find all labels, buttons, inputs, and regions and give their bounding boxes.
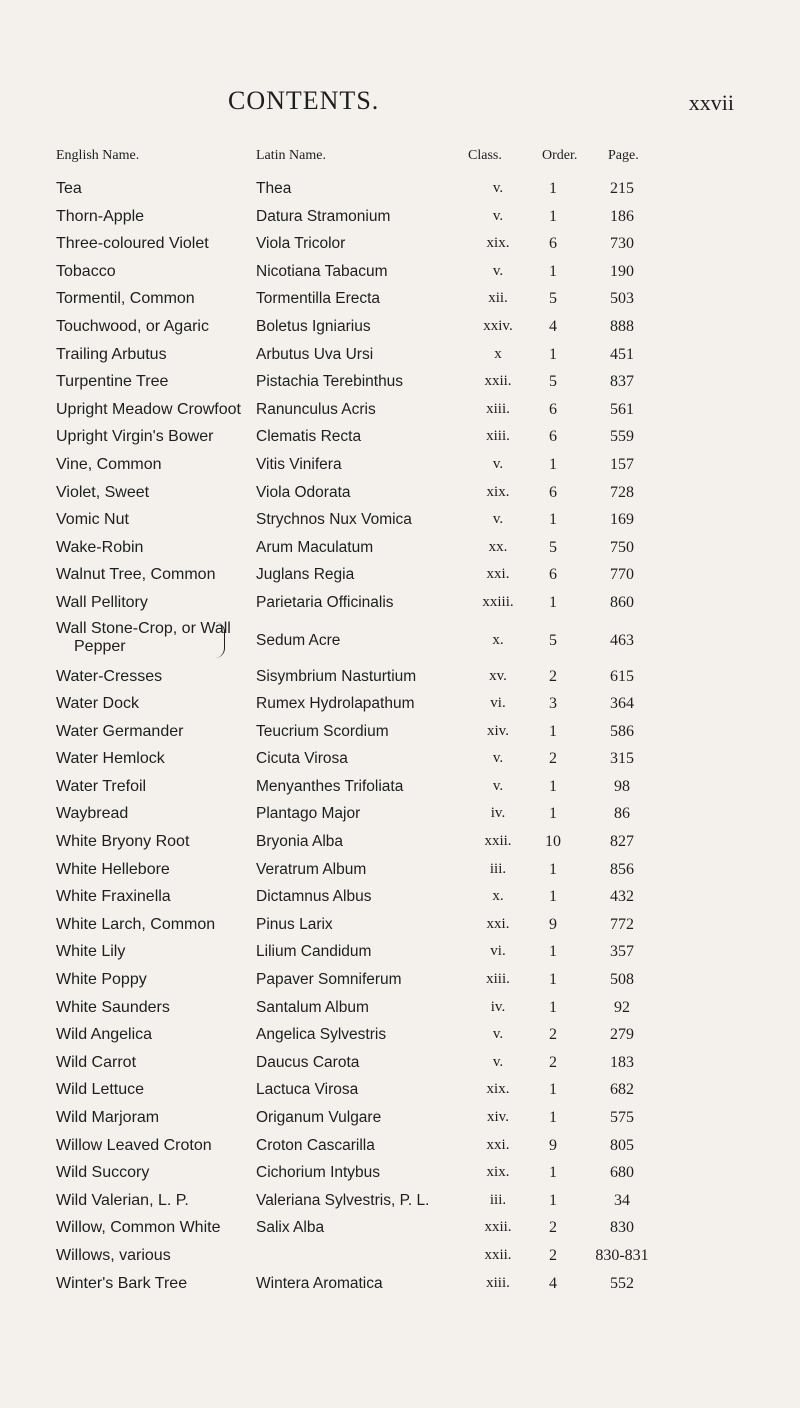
- page-value: 888: [610, 317, 634, 335]
- table-row: [0, 829, 800, 857]
- english-name: Tobacco: [56, 262, 116, 280]
- english-name: Water Trefoil: [56, 777, 147, 795]
- table-row: [0, 939, 800, 967]
- english-name-line-2: Pepper: [74, 637, 126, 655]
- class-value: xix.: [486, 235, 510, 252]
- order-value: 1: [549, 860, 557, 878]
- class-value: iv.: [490, 998, 506, 1015]
- class-value: v.: [492, 511, 504, 528]
- order-value: 6: [549, 483, 557, 501]
- order-value: 5: [549, 538, 557, 556]
- class-value: xiii.: [486, 400, 510, 417]
- english-name: Water Dock: [56, 695, 139, 713]
- table-header: [0, 148, 800, 170]
- table-row: [0, 664, 800, 692]
- table-row: [0, 1077, 800, 1105]
- order-value: 10: [545, 833, 561, 851]
- order-value: 2: [549, 1246, 557, 1264]
- table-row: [0, 452, 800, 480]
- page-value: 830-831: [595, 1246, 649, 1264]
- english-name: Trailing Arbutus: [56, 345, 167, 363]
- page-value: 86: [614, 805, 630, 823]
- english-name: White Larch, Common: [56, 915, 216, 933]
- table-row: [0, 1160, 800, 1188]
- page-value: 680: [610, 1164, 634, 1182]
- page-value: 169: [610, 511, 634, 529]
- order-value: 4: [549, 1274, 557, 1292]
- contents-table: [0, 176, 800, 1298]
- order-value: 1: [549, 1164, 557, 1182]
- page-value: 770: [610, 566, 634, 584]
- order-value: 2: [549, 667, 557, 685]
- latin-name: Veratrum Album: [256, 860, 367, 878]
- latin-name: Viola Odorata: [256, 483, 351, 501]
- order-value: 5: [549, 373, 557, 391]
- page-value: 830: [610, 1219, 634, 1237]
- latin-name: Valeriana Sylvestris, P. L.: [256, 1191, 430, 1209]
- table-row: [0, 1188, 800, 1216]
- table-row: [0, 1215, 800, 1243]
- order-value: 1: [549, 511, 557, 529]
- class-value: xix.: [486, 1164, 510, 1181]
- class-value: xiv.: [487, 1109, 509, 1125]
- english-name: Winter's Bark Tree: [56, 1274, 188, 1292]
- page-value: 279: [610, 1026, 634, 1044]
- page-value: 364: [610, 695, 634, 713]
- table-row: [0, 746, 800, 774]
- column-header-class: Class.: [468, 148, 502, 163]
- class-value: xxi.: [486, 915, 510, 932]
- rows-group-a: [0, 176, 800, 618]
- class-value: iii.: [489, 1191, 507, 1208]
- class-value: v.: [492, 180, 504, 196]
- english-name: White Saunders: [56, 998, 170, 1016]
- rows-group-b: [0, 664, 800, 1299]
- brace-mark: [214, 622, 225, 658]
- latin-name: Arum Maculatum: [256, 538, 374, 556]
- english-name: Vine, Common: [56, 455, 162, 473]
- latin-name: Juglans Regia: [256, 566, 355, 584]
- class-value: iv.: [490, 805, 506, 822]
- page-value: 451: [610, 345, 634, 363]
- latin-name: Lilium Candidum: [256, 943, 372, 961]
- class-value: xx.: [488, 538, 508, 555]
- english-name: White Hellebore: [56, 860, 170, 878]
- class-value: xxii.: [484, 373, 512, 390]
- english-name: Wild Valerian, L. P.: [56, 1191, 189, 1209]
- english-name: Water Germander: [56, 722, 184, 740]
- order-value: 1: [549, 998, 557, 1016]
- class-value: xii.: [488, 290, 508, 307]
- english-name: Wall Pellitory: [56, 593, 148, 611]
- class-value: xxi.: [486, 566, 510, 583]
- order-value: 1: [549, 1109, 557, 1126]
- latin-name: Viola Tricolor: [256, 235, 346, 253]
- order-value: 1: [549, 971, 557, 989]
- latin-name: Lactuca Virosa: [256, 1081, 359, 1099]
- table-row: [0, 618, 800, 664]
- page-number: xxvii: [688, 90, 734, 115]
- page-value: 730: [610, 235, 634, 253]
- page-value: 463: [610, 631, 634, 649]
- class-value: xxiii.: [482, 593, 514, 610]
- english-name: Willow, Common White: [56, 1219, 221, 1237]
- class-value: xxiv.: [483, 317, 513, 334]
- table-row: [0, 719, 800, 747]
- english-name: Violet, Sweet: [56, 483, 150, 501]
- column-header-page: Page.: [608, 148, 639, 163]
- order-value: 1: [549, 262, 557, 280]
- order-value: 1: [549, 207, 557, 225]
- table-row: [0, 801, 800, 829]
- latin-name: Dictamnus Albus: [256, 888, 372, 906]
- order-value: 1: [549, 777, 557, 795]
- english-name: Upright Virgin's Bower: [56, 428, 214, 446]
- class-value: x.: [492, 631, 504, 648]
- latin-name: Strychnos Nux Vomica: [256, 511, 412, 529]
- page-value: 186: [610, 207, 634, 225]
- table-row: [0, 857, 800, 885]
- table-row: [0, 1105, 800, 1133]
- page-value: 34: [614, 1191, 630, 1209]
- class-value: x: [494, 345, 502, 362]
- latin-name: Nicotiana Tabacum: [256, 262, 388, 280]
- latin-name: Thea: [256, 180, 292, 197]
- table-row: [0, 562, 800, 590]
- table-row: [0, 967, 800, 995]
- page-value: 837: [610, 373, 634, 391]
- latin-name: Pinus Larix: [256, 915, 333, 933]
- table-row: [0, 1133, 800, 1161]
- page-value: 860: [610, 593, 634, 611]
- class-value: xix.: [486, 1081, 510, 1098]
- page-value: 805: [610, 1136, 634, 1154]
- english-name: White Bryony Root: [56, 833, 190, 851]
- english-name: Willow Leaved Croton: [56, 1136, 212, 1154]
- english-name: Upright Meadow Crowfoot: [56, 400, 241, 418]
- latin-name: Tormentilla Erecta: [256, 290, 381, 308]
- page-value: 827: [610, 833, 634, 851]
- order-value: 2: [549, 1053, 557, 1071]
- english-name: Water Hemlock: [56, 750, 165, 768]
- class-value: xix.: [486, 483, 510, 500]
- class-value: v.: [492, 207, 504, 224]
- order-value: 1: [549, 888, 557, 906]
- english-name: White Lily: [56, 943, 126, 961]
- english-name: Tormentil, Common: [56, 290, 195, 308]
- english-name: Wild Succory: [56, 1164, 150, 1182]
- table-row: [0, 1271, 800, 1299]
- order-value: 9: [549, 915, 557, 933]
- column-header-order: Order.: [542, 148, 578, 163]
- page-value: 190: [610, 262, 634, 280]
- class-value: x.: [492, 888, 504, 905]
- table-row: [0, 884, 800, 912]
- class-value: v.: [492, 455, 504, 472]
- latin-name: Bryonia Alba: [256, 833, 344, 851]
- latin-name: Cichorium Intybus: [256, 1164, 381, 1182]
- english-name-line-1: Wall Stone-Crop, or Wall: [56, 619, 231, 637]
- english-name: [56, 620, 231, 656]
- table-row: [0, 1022, 800, 1050]
- order-value: 1: [549, 1081, 557, 1099]
- page-value: 357: [610, 943, 634, 961]
- class-value: xiii.: [486, 1274, 510, 1291]
- english-name: Touchwood, or Agaric: [56, 317, 209, 335]
- order-value: 1: [549, 180, 557, 197]
- table-row: [0, 507, 800, 535]
- order-value: 2: [549, 1219, 557, 1237]
- order-value: 4: [549, 317, 557, 335]
- table-row: [0, 369, 800, 397]
- latin-name: Papaver Somniferum: [256, 971, 402, 989]
- order-value: 6: [549, 428, 557, 446]
- table-row: [0, 1050, 800, 1078]
- page-value: 772: [610, 915, 634, 933]
- english-name: White Poppy: [56, 971, 147, 989]
- class-value: xxii.: [484, 1219, 512, 1236]
- english-name: Wild Marjoram: [56, 1109, 160, 1126]
- class-value: v.: [492, 1053, 504, 1070]
- page-value: 503: [610, 290, 634, 308]
- page-value: 508: [610, 971, 634, 989]
- table-row: [0, 424, 800, 452]
- page-value: 682: [610, 1081, 634, 1099]
- table-row: [0, 691, 800, 719]
- class-value: vi.: [490, 695, 506, 712]
- page-value: 856: [610, 860, 634, 878]
- page-value: 157: [610, 455, 634, 473]
- class-value: xv.: [489, 667, 507, 684]
- class-value: xxi.: [486, 1136, 510, 1153]
- order-value: 1: [549, 1191, 557, 1209]
- class-value: xxii.: [484, 833, 512, 850]
- order-value: 6: [549, 235, 557, 253]
- english-name: Turpentine Tree: [56, 373, 169, 391]
- english-name: Vomic Nut: [56, 511, 129, 529]
- order-value: 2: [549, 750, 557, 768]
- order-value: 9: [549, 1136, 557, 1154]
- table-row: [0, 1243, 800, 1271]
- english-name: Wild Angelica: [56, 1026, 153, 1044]
- class-value: xiv.: [487, 722, 509, 739]
- latin-name: Origanum Vulgare: [256, 1109, 382, 1126]
- table-row: [0, 995, 800, 1023]
- class-value: xiii.: [486, 971, 510, 988]
- page-value: 552: [610, 1274, 634, 1292]
- page-value: 183: [610, 1053, 634, 1071]
- english-name: Willows, various: [56, 1246, 171, 1264]
- page-value: 215: [610, 180, 634, 197]
- english-name: Water-Cresses: [56, 667, 163, 685]
- english-name: White Fraxinella: [56, 888, 171, 906]
- order-value: 6: [549, 400, 557, 418]
- latin-name: Vitis Vinifera: [256, 455, 342, 473]
- order-value: 1: [549, 345, 557, 363]
- latin-name: Daucus Carota: [256, 1053, 360, 1071]
- table-row: [0, 480, 800, 508]
- english-name: Wild Lettuce: [56, 1081, 145, 1099]
- page-value: 575: [610, 1109, 634, 1126]
- latin-name: Croton Cascarilla: [256, 1136, 375, 1154]
- page-value: 750: [610, 538, 634, 556]
- latin-name: Salix Alba: [256, 1219, 325, 1237]
- table-row: [0, 259, 800, 287]
- order-value: 2: [549, 1026, 557, 1044]
- order-value: 5: [549, 290, 557, 308]
- latin-name: Pistachia Terebinthus: [256, 373, 404, 391]
- table-row: [0, 231, 800, 259]
- latin-name: Arbutus Uva Ursi: [256, 345, 374, 363]
- latin-name: Santalum Album: [256, 998, 369, 1016]
- page-value: 559: [610, 428, 634, 446]
- page-value: 586: [610, 722, 634, 740]
- class-value: iii.: [489, 860, 507, 877]
- order-value: 1: [549, 943, 557, 961]
- latin-name: Clematis Recta: [256, 428, 362, 446]
- order-value: 3: [549, 695, 557, 713]
- order-value: 1: [549, 805, 557, 823]
- page-value: 92: [614, 998, 630, 1016]
- class-value: vi.: [490, 943, 506, 960]
- class-value: v.: [492, 750, 504, 767]
- table-row: [0, 590, 800, 618]
- order-value: 1: [549, 455, 557, 473]
- table-row: [0, 176, 800, 204]
- class-value: xiii.: [486, 428, 510, 445]
- latin-name: Sisymbrium Nasturtium: [256, 667, 417, 685]
- table-row: [0, 535, 800, 563]
- latin-name: Teucrium Scordium: [256, 722, 389, 740]
- page-value: 615: [610, 667, 634, 685]
- english-name: Waybread: [56, 805, 129, 823]
- latin-name: Boletus Igniarius: [256, 317, 371, 335]
- latin-name: Datura Stramonium: [256, 207, 391, 225]
- english-name: Wake-Robin: [56, 538, 144, 556]
- table-row: [0, 286, 800, 314]
- column-header-english: English Name.: [56, 148, 140, 163]
- page-value: 315: [610, 750, 634, 768]
- page-value: 728: [610, 483, 634, 501]
- page-value: 98: [614, 777, 630, 795]
- column-header-latin: Latin Name.: [256, 148, 326, 163]
- page-value: 432: [610, 888, 634, 906]
- latin-name: Cicuta Virosa: [256, 750, 348, 768]
- latin-name: Rumex Hydrolapathum: [256, 695, 415, 713]
- table-row: [0, 342, 800, 370]
- class-value: xxii.: [484, 1246, 512, 1263]
- latin-name: Parietaria Officinalis: [256, 593, 394, 611]
- latin-name: Wintera Aromatica: [256, 1274, 383, 1292]
- table-row: [0, 204, 800, 232]
- table-row: [0, 397, 800, 425]
- order-value: 5: [549, 631, 557, 649]
- english-name: Wild Carrot: [56, 1053, 137, 1071]
- running-title: CONTENTS.: [228, 86, 380, 115]
- page-value: 561: [610, 400, 634, 418]
- latin-name: Menyanthes Trifoliata: [256, 777, 404, 795]
- table-row: [0, 912, 800, 940]
- latin-name: Sedum Acre: [256, 631, 341, 649]
- table-row: [0, 314, 800, 342]
- page-header: [0, 86, 800, 126]
- latin-name: Plantago Major: [256, 805, 361, 823]
- latin-name: Ranunculus Acris: [256, 400, 376, 418]
- class-value: v.: [492, 262, 504, 279]
- table-row: [0, 774, 800, 802]
- order-value: 1: [549, 593, 557, 611]
- english-name: Walnut Tree, Common: [56, 566, 216, 584]
- class-value: v.: [492, 1026, 504, 1043]
- class-value: v.: [492, 777, 504, 794]
- order-value: 6: [549, 566, 557, 584]
- english-name: Three-coloured Violet: [56, 235, 209, 253]
- english-name: Thorn-Apple: [56, 207, 145, 225]
- latin-name: Angelica Sylvestris: [256, 1026, 387, 1044]
- order-value: 1: [549, 722, 557, 740]
- english-name: Tea: [56, 180, 82, 197]
